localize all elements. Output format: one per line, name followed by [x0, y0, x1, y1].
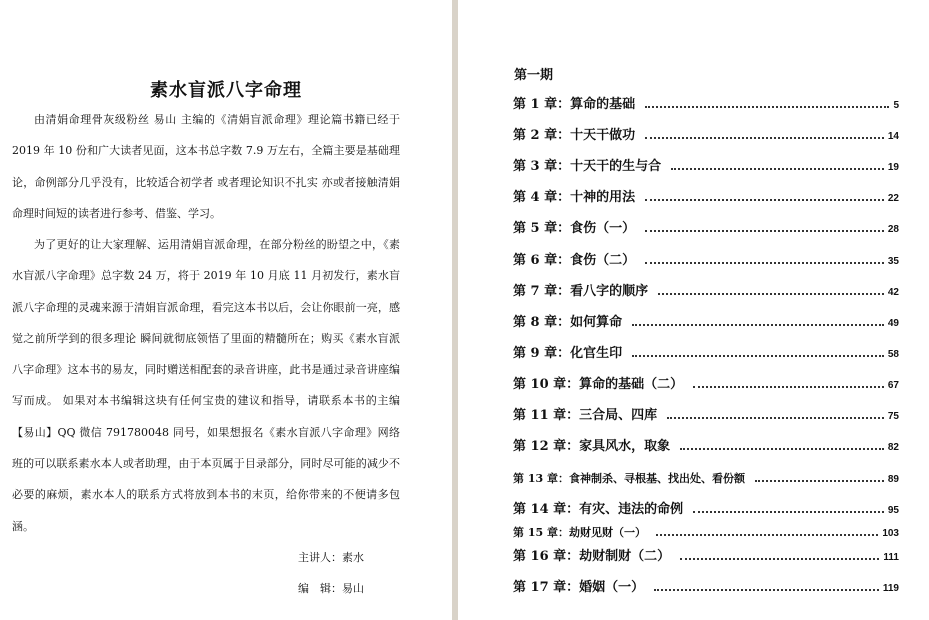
intro-paragraph-2: 为了更好的让大家理解、运用清娟盲派命理，在部分粉丝的盼望之中，《素水盲派八字命理》总字数 24 万，将于 2019 年 10 月底 11 月初发行，素水盲派八字命理的灵魂来源于清娟盲派命理，看完这本书以后，会让你眼前一亮，感觉之前所学到的很多理论 瞬间就彻底领悟了里面的精髓所在；购买《素水盲派八字命理》这本书的易友，同时赠送相配套的录音讲座，此书是通过录音讲座编写而成。 如果对本书编辑这块有任何宝贵的建议和指导，请联系本书的主编【易山】QQ 微信 791780048 同号，如果想报名《素水盲派八字命理》网络班的可以联系素水本人或者助理，由于本页属于目录部分，同时尽可能的减少不必要的麻烦，素水本人的联系方式将放到本书的末页，给你带来的不便请多包涵。 — [12, 238, 400, 533]
toc-page-number: 111 — [883, 552, 899, 563]
toc-entry — [513, 466, 899, 486]
toc-chapter-title: 第 3 章：十天干的生与合 — [513, 159, 662, 174]
toc-entry — [513, 279, 899, 299]
toc-dot-leader — [755, 480, 884, 482]
toc-page-number: 42 — [887, 287, 899, 298]
toc-dot-leader — [632, 355, 884, 357]
toc-dot-leader — [656, 534, 878, 536]
toc-chapter-title: 第 7 章：看八字的顺序 — [513, 284, 649, 299]
toc-chapter-title: 第 2 章：十天干做功 — [513, 128, 636, 143]
toc-entry — [513, 216, 899, 236]
table-of-contents — [458, 0, 929, 620]
toc-dot-leader — [632, 324, 884, 326]
toc-page-number: 119 — [882, 583, 899, 594]
toc-dot-leader — [645, 137, 884, 139]
toc-entry — [513, 575, 899, 595]
toc-chapter-title: 第 4 章：十神的用法 — [513, 190, 636, 205]
toc-page-number: 67 — [887, 380, 899, 391]
toc-chapter-title: 第 17 章：婚姻（一） — [513, 580, 645, 595]
toc-dot-leader — [693, 511, 884, 513]
toc-entry — [513, 544, 899, 564]
toc-dot-leader — [680, 558, 879, 560]
right-page — [458, 0, 929, 620]
toc-chapter-title: 第 9 章：化官生印 — [513, 346, 623, 361]
toc-chapter-title: 第 5 章：食伤（一） — [513, 221, 636, 236]
toc-dot-leader — [645, 230, 884, 232]
toc-dot-leader — [671, 168, 884, 170]
toc-chapter-title: 第 12 章：家具风水，取象 — [513, 439, 671, 454]
toc-dot-leader — [658, 293, 884, 295]
toc-page-number: 22 — [887, 193, 899, 204]
toc-dot-leader — [667, 417, 884, 419]
toc-entry — [513, 123, 899, 143]
toc-chapter-title: 第 15 章：劫财见财（一） — [513, 526, 646, 539]
toc-entry — [513, 341, 899, 361]
toc-page-number: 89 — [887, 474, 899, 485]
toc-page-number: 35 — [887, 256, 899, 267]
toc-entry — [513, 434, 899, 454]
toc-chapter-title: 第 10 章：算命的基础（二） — [513, 377, 684, 392]
toc-dot-leader — [680, 448, 884, 450]
toc-entry — [513, 248, 899, 268]
toc-dot-leader — [645, 106, 889, 108]
toc-page-number: 19 — [887, 162, 899, 173]
toc-chapter-title: 第 13 章：食神制杀、寻根基、找出处、看份额 — [513, 472, 745, 485]
toc-chapter-title: 第 16 章：劫财制财（二） — [513, 549, 671, 564]
toc-entry — [513, 520, 899, 540]
toc-chapter-title: 第 11 章：三合局、四库 — [513, 408, 658, 423]
toc-entry — [513, 92, 899, 112]
toc-dot-leader — [645, 262, 884, 264]
period-heading: 第一期 — [514, 68, 554, 83]
toc-entry — [513, 497, 899, 517]
left-page — [0, 0, 452, 620]
intro-paragraph-1: 由清娟命理骨灰级粉丝 易山 主编的《清娟盲派命理》理论篇书籍已经于 2019 年 10 份和广大读者见面，这本书总字数 7.9 万左右，全篇主要是基础理论，命例部分几乎没有，比较适合初学者 或者理论知识不扎实 亦或者接触清娟命理时间短的读者进行参考、借鉴、学习。 — [12, 113, 400, 220]
toc-chapter-title: 第 8 章：如何算命 — [513, 315, 623, 330]
toc-entry — [513, 403, 899, 423]
credit-editor: 编 辑：易山 — [298, 582, 364, 595]
toc-page-number: 14 — [887, 131, 899, 142]
toc-entry — [513, 372, 899, 392]
toc-chapter-title: 第 1 章：算命的基础 — [513, 97, 636, 112]
toc-page-number: 58 — [887, 349, 899, 360]
credit-speaker: 主讲人：素水 — [298, 551, 364, 564]
toc-page-number: 95 — [887, 505, 899, 516]
toc-page-number: 49 — [887, 318, 899, 329]
toc-entry — [513, 154, 899, 174]
toc-dot-leader — [693, 386, 884, 388]
toc-dot-leader — [654, 589, 879, 591]
toc-entry — [513, 310, 899, 330]
toc-page-number: 82 — [887, 442, 899, 453]
toc-chapter-title: 第 14 章：有灾、违法的命例 — [513, 502, 684, 517]
toc-dot-leader — [645, 199, 884, 201]
toc-page-number: 28 — [887, 224, 899, 235]
toc-page-number: 75 — [887, 411, 899, 422]
toc-page-number: 103 — [882, 528, 899, 539]
toc-page-number: 5 — [893, 100, 899, 111]
toc-entry — [513, 185, 899, 205]
book-title: 素水盲派八字命理 — [150, 80, 302, 101]
toc-chapter-title: 第 6 章：食伤（二） — [513, 253, 636, 268]
